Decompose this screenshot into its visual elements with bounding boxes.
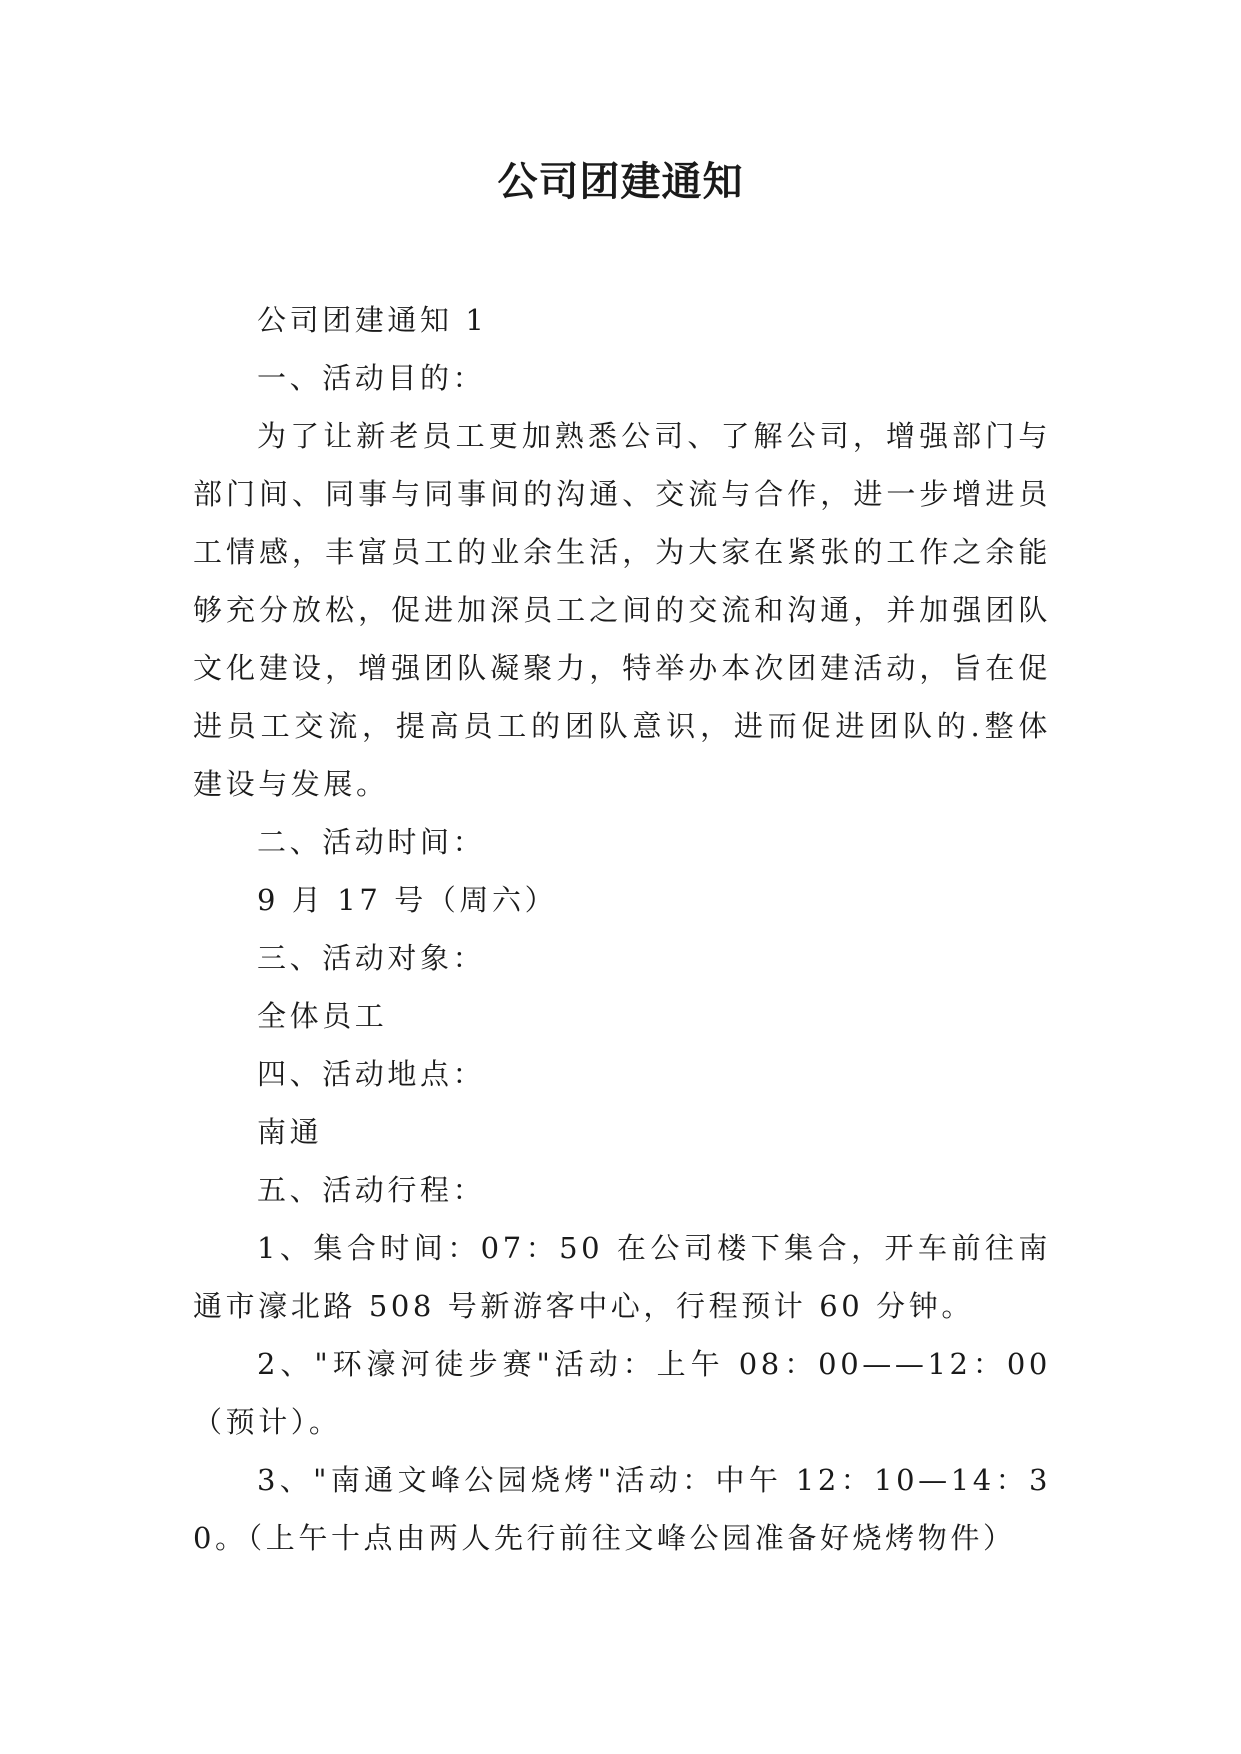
paragraph-audience: 全体员工 — [257, 999, 388, 1033]
heading-itinerary: 五、活动行程： — [257, 1173, 486, 1207]
document-body — [193, 291, 1051, 1567]
document-title: 公司团建通知 — [497, 159, 744, 205]
paragraph-subtitle: 公司团建通知 1 — [257, 303, 488, 337]
heading-location: 四、活动地点： — [257, 1057, 486, 1091]
itinerary-item-1: 1、集合时间：07：50 在公司楼下集合，开车前往南通市濠北路 508 号新游客中心，行程预计 60 分钟。 — [193, 1231, 1051, 1323]
itinerary-item-2: 2、"环濠河徒步赛"活动：上午 08：00——12：00（预计）。 — [193, 1347, 1051, 1439]
paragraph-time: 9 月 17 号（周六） — [257, 883, 558, 917]
paragraph-location: 南通 — [257, 1115, 323, 1149]
heading-time: 二、活动时间： — [257, 825, 486, 859]
paragraph-purpose: 为了让新老员工更加熟悉公司、了解公司，增强部门与部门间、同事与同事间的沟通、交流与合作，进一步增进员工情感，丰富员工的业余生活，为大家在紧张的工作之余能够充分放松，促进加深员工之间的交流和沟通，并加强团队文化建设，增强团队凝聚力，特举办本次团建活动，旨在促进员工交流，提高员工的团队意识，进而促进团队的.整体建设与发展。 — [193, 419, 1051, 801]
heading-purpose: 一、活动目的： — [257, 361, 486, 395]
itinerary-item-3: 3、"南通文峰公园烧烤"活动：中午 12：10—14：30。（上午十点由两人先行前往文峰公园准备好烧烤物件） — [193, 1463, 1051, 1555]
heading-audience: 三、活动对象： — [257, 941, 486, 975]
